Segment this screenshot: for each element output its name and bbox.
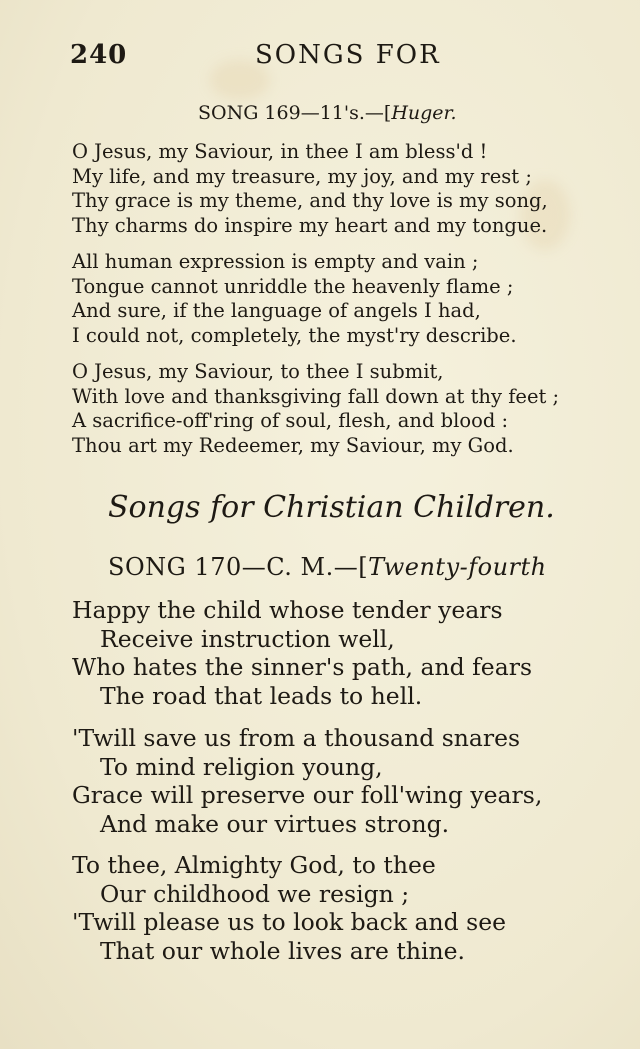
song-169-stanza-1: [72, 140, 548, 238]
verse-line: I could not, completely, the myst'ry describe.: [72, 323, 517, 347]
verse-line: To thee, Almighty God, to thee: [72, 851, 436, 879]
song-169-tune: Huger.: [391, 102, 457, 124]
verse-line: That our whole lives are thine.: [100, 936, 465, 965]
page-header: [70, 40, 590, 76]
verse-line: Receive instruction well,: [100, 624, 395, 653]
song-170-stanza-3: [72, 851, 506, 965]
song-169-stanza-3: [72, 360, 559, 458]
verse-line: And sure, if the language of angels I had,: [72, 299, 481, 322]
verse-line: Grace will preserve our foll'wing years,: [72, 781, 543, 809]
verse-line: Who hates the sinner's path, and fears: [72, 653, 533, 681]
verse-line: 'Twill save us from a thousand snares: [72, 724, 521, 752]
verse-line: The road that leads to hell.: [100, 681, 423, 710]
verse-line: And make our virtues strong.: [100, 809, 450, 838]
verse-line: Our childhood we resign ;: [100, 879, 410, 908]
verse-line: Tongue cannot unriddle the heavenly flame ;: [72, 274, 514, 298]
page-number: 240: [70, 40, 128, 70]
song-169-number: SONG 169—11's.—[: [198, 102, 392, 124]
verse-line: To mind religion young,: [100, 752, 383, 781]
song-170-tune: Twenty-fourth: [368, 553, 547, 581]
song-169-title: [198, 102, 457, 124]
verse-line: Thy charms do inspire my heart and my tongue.: [72, 213, 548, 237]
song-170-stanza-2: [72, 724, 542, 838]
verse-line: Happy the child whose tender years: [72, 596, 503, 624]
verse-line: Thou art my Redeemer, my Saviour, my God.: [72, 433, 514, 457]
verse-line: All human expression is empty and vain ;: [72, 250, 479, 273]
song-169-stanza-2: [72, 250, 517, 348]
verse-line: My life, and my treasure, my joy, and my rest ;: [72, 164, 532, 188]
verse-line: O Jesus, my Saviour, in thee I am bless'd !: [72, 140, 488, 163]
verse-line: A sacrifice-off'ring of soul, flesh, and blood :: [72, 409, 509, 432]
verse-line: 'Twill please us to look back and see: [72, 908, 507, 936]
verse-line: Thy grace is my theme, and thy love is my song,: [72, 189, 548, 212]
verse-line: With love and thanksgiving fall down at thy feet ;: [72, 384, 560, 408]
verse-line: O Jesus, my Saviour, to thee I submit,: [72, 360, 444, 383]
song-170-stanza-1: [72, 596, 532, 710]
running-head: SONGS FOR: [255, 40, 441, 70]
song-170-title: [108, 553, 547, 581]
song-170-number: SONG 170—C. M.—[: [108, 553, 369, 581]
section-title: Songs for Christian Children.: [108, 490, 555, 525]
